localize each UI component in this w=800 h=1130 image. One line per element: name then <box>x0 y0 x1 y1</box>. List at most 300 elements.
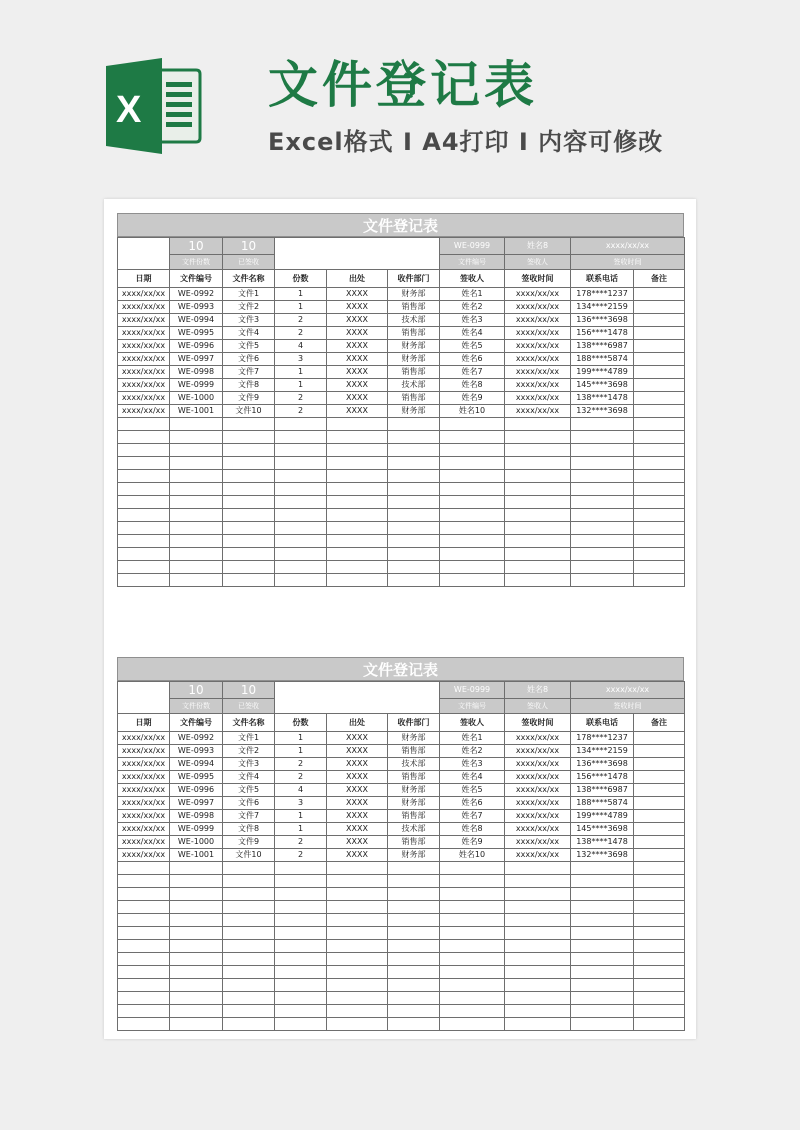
cell-dept[interactable] <box>388 522 440 535</box>
cell-signer[interactable] <box>440 927 505 940</box>
cell-phone[interactable] <box>571 561 634 574</box>
cell-source[interactable] <box>327 561 388 574</box>
cell-sign-time[interactable] <box>505 927 571 940</box>
cell-doc-no[interactable] <box>170 418 223 431</box>
cell-doc-name[interactable] <box>223 470 275 483</box>
cell-copies[interactable]: 2 <box>275 771 327 784</box>
signed-value[interactable]: 10 <box>223 238 275 255</box>
cell-dept[interactable] <box>388 418 440 431</box>
cell-remark[interactable] <box>634 940 685 953</box>
cell-source[interactable]: XXXX <box>327 340 388 353</box>
cell-doc-no[interactable] <box>170 1005 223 1018</box>
cell-date[interactable] <box>118 979 170 992</box>
cell-sign-time[interactable] <box>505 418 571 431</box>
cell-date[interactable] <box>118 418 170 431</box>
cell-source[interactable] <box>327 444 388 457</box>
cell-date[interactable] <box>118 953 170 966</box>
cell-signer[interactable] <box>440 496 505 509</box>
cell-phone[interactable] <box>571 535 634 548</box>
cell-dept[interactable] <box>388 940 440 953</box>
cell-doc-name[interactable] <box>223 914 275 927</box>
cell-doc-name[interactable] <box>223 561 275 574</box>
cell-dept[interactable]: 销售部 <box>388 810 440 823</box>
cell-dept[interactable] <box>388 1018 440 1031</box>
cell-date[interactable]: xxxx/xx/xx <box>118 314 170 327</box>
cell-phone[interactable] <box>571 483 634 496</box>
cell-remark[interactable] <box>634 797 685 810</box>
cell-dept[interactable]: 财务部 <box>388 353 440 366</box>
cell-copies[interactable] <box>275 914 327 927</box>
cell-signer[interactable]: 姓名8 <box>440 823 505 836</box>
cell-signer[interactable]: 姓名2 <box>440 301 505 314</box>
cell-remark[interactable] <box>634 732 685 745</box>
cell-signer[interactable]: 姓名10 <box>440 405 505 418</box>
cell-doc-name[interactable] <box>223 483 275 496</box>
cell-copies[interactable] <box>275 940 327 953</box>
cell-signer[interactable]: 姓名7 <box>440 366 505 379</box>
cell-signer[interactable]: 姓名5 <box>440 340 505 353</box>
cell-source[interactable]: XXXX <box>327 758 388 771</box>
cell-source[interactable] <box>327 940 388 953</box>
cell-phone[interactable]: 188****5874 <box>571 797 634 810</box>
cell-source[interactable]: XXXX <box>327 810 388 823</box>
cell-source[interactable] <box>327 914 388 927</box>
cell-date[interactable] <box>118 901 170 914</box>
cell-doc-no[interactable] <box>170 901 223 914</box>
cell-dept[interactable] <box>388 574 440 587</box>
cell-signer[interactable]: 姓名5 <box>440 784 505 797</box>
cell-copies[interactable] <box>275 979 327 992</box>
cell-phone[interactable]: 134****2159 <box>571 745 634 758</box>
cell-remark[interactable] <box>634 979 685 992</box>
cell-doc-name[interactable] <box>223 1018 275 1031</box>
cell-doc-no[interactable] <box>170 444 223 457</box>
cell-doc-name[interactable]: 文件1 <box>223 732 275 745</box>
cell-dept[interactable] <box>388 888 440 901</box>
cell-source[interactable]: XXXX <box>327 745 388 758</box>
cell-copies[interactable] <box>275 875 327 888</box>
cell-signer[interactable]: 姓名4 <box>440 771 505 784</box>
cell-source[interactable] <box>327 483 388 496</box>
cell-date[interactable] <box>118 548 170 561</box>
cell-doc-name[interactable]: 文件7 <box>223 810 275 823</box>
cell-doc-name[interactable] <box>223 496 275 509</box>
cell-sign-time[interactable]: xxxx/xx/xx <box>505 379 571 392</box>
cell-doc-no[interactable] <box>170 561 223 574</box>
cell-sign-time[interactable]: xxxx/xx/xx <box>505 836 571 849</box>
cell-dept[interactable]: 销售部 <box>388 392 440 405</box>
cell-doc-no[interactable] <box>170 483 223 496</box>
cell-phone[interactable] <box>571 875 634 888</box>
cell-date[interactable]: xxxx/xx/xx <box>118 810 170 823</box>
cell-dept[interactable] <box>388 535 440 548</box>
cell-doc-no[interactable] <box>170 927 223 940</box>
cell-source[interactable] <box>327 574 388 587</box>
cell-source[interactable] <box>327 953 388 966</box>
cell-phone[interactable]: 145****3698 <box>571 823 634 836</box>
cell-phone[interactable] <box>571 862 634 875</box>
cell-signer[interactable]: 姓名9 <box>440 392 505 405</box>
cell-remark[interactable] <box>634 288 685 301</box>
cell-phone[interactable] <box>571 992 634 1005</box>
cell-date[interactable]: xxxx/xx/xx <box>118 327 170 340</box>
cell-remark[interactable] <box>634 888 685 901</box>
cell-source[interactable] <box>327 862 388 875</box>
cell-phone[interactable] <box>571 888 634 901</box>
cell-doc-name[interactable] <box>223 966 275 979</box>
cell-remark[interactable] <box>634 314 685 327</box>
cell-signer[interactable] <box>440 901 505 914</box>
cell-dept[interactable] <box>388 979 440 992</box>
cell-doc-no[interactable] <box>170 535 223 548</box>
sign-date-value[interactable]: xxxx/xx/xx <box>571 238 685 255</box>
cell-remark[interactable] <box>634 379 685 392</box>
cell-source[interactable]: XXXX <box>327 771 388 784</box>
doc-no-value[interactable]: WE-0999 <box>440 238 505 255</box>
cell-sign-time[interactable]: xxxx/xx/xx <box>505 732 571 745</box>
cell-dept[interactable] <box>388 496 440 509</box>
cell-remark[interactable] <box>634 862 685 875</box>
cell-signer[interactable] <box>440 953 505 966</box>
cell-signer[interactable] <box>440 1005 505 1018</box>
cell-doc-name[interactable] <box>223 444 275 457</box>
cell-phone[interactable]: 136****3698 <box>571 758 634 771</box>
cell-remark[interactable] <box>634 483 685 496</box>
cell-date[interactable] <box>118 561 170 574</box>
cell-dept[interactable] <box>388 862 440 875</box>
cell-dept[interactable]: 财务部 <box>388 797 440 810</box>
cell-doc-name[interactable]: 文件10 <box>223 405 275 418</box>
cell-remark[interactable] <box>634 418 685 431</box>
cell-copies[interactable] <box>275 953 327 966</box>
cell-remark[interactable] <box>634 953 685 966</box>
cell-phone[interactable]: 178****1237 <box>571 732 634 745</box>
cell-dept[interactable] <box>388 483 440 496</box>
cell-dept[interactable] <box>388 1005 440 1018</box>
cell-dept[interactable] <box>388 953 440 966</box>
cell-doc-name[interactable] <box>223 862 275 875</box>
cell-phone[interactable]: 156****1478 <box>571 771 634 784</box>
cell-signer[interactable] <box>440 992 505 1005</box>
cell-signer[interactable] <box>440 862 505 875</box>
cell-dept[interactable]: 技术部 <box>388 314 440 327</box>
cell-doc-no[interactable] <box>170 509 223 522</box>
cell-copies[interactable] <box>275 862 327 875</box>
cell-remark[interactable] <box>634 470 685 483</box>
cell-sign-time[interactable]: xxxx/xx/xx <box>505 301 571 314</box>
cell-sign-time[interactable] <box>505 522 571 535</box>
cell-doc-no[interactable]: WE-1000 <box>170 392 223 405</box>
doc-no-value[interactable]: WE-0999 <box>440 682 505 699</box>
cell-doc-no[interactable]: WE-1001 <box>170 849 223 862</box>
cell-copies[interactable] <box>275 1005 327 1018</box>
cell-doc-name[interactable]: 文件6 <box>223 797 275 810</box>
cell-phone[interactable] <box>571 914 634 927</box>
cell-copies[interactable] <box>275 418 327 431</box>
cell-dept[interactable]: 技术部 <box>388 758 440 771</box>
cell-remark[interactable] <box>634 496 685 509</box>
cell-copies[interactable]: 4 <box>275 784 327 797</box>
cell-source[interactable] <box>327 548 388 561</box>
cell-copies[interactable] <box>275 927 327 940</box>
cell-date[interactable] <box>118 862 170 875</box>
cell-sign-time[interactable]: xxxx/xx/xx <box>505 288 571 301</box>
cell-copies[interactable] <box>275 561 327 574</box>
cell-dept[interactable]: 财务部 <box>388 288 440 301</box>
cell-remark[interactable] <box>634 1005 685 1018</box>
cell-doc-no[interactable]: WE-0996 <box>170 340 223 353</box>
cell-phone[interactable]: 132****3698 <box>571 405 634 418</box>
cell-phone[interactable] <box>571 496 634 509</box>
cell-remark[interactable] <box>634 366 685 379</box>
cell-sign-time[interactable]: xxxx/xx/xx <box>505 366 571 379</box>
cell-sign-time[interactable]: xxxx/xx/xx <box>505 823 571 836</box>
cell-doc-name[interactable]: 文件2 <box>223 301 275 314</box>
cell-sign-time[interactable]: xxxx/xx/xx <box>505 314 571 327</box>
cell-doc-no[interactable]: WE-0992 <box>170 288 223 301</box>
cell-doc-no[interactable] <box>170 979 223 992</box>
cell-source[interactable]: XXXX <box>327 849 388 862</box>
cell-date[interactable]: xxxx/xx/xx <box>118 849 170 862</box>
cell-doc-name[interactable]: 文件5 <box>223 340 275 353</box>
cell-doc-no[interactable]: WE-0995 <box>170 771 223 784</box>
cell-signer[interactable] <box>440 418 505 431</box>
cell-remark[interactable] <box>634 849 685 862</box>
cell-sign-time[interactable]: xxxx/xx/xx <box>505 849 571 862</box>
cell-phone[interactable] <box>571 1018 634 1031</box>
cell-phone[interactable] <box>571 901 634 914</box>
cell-remark[interactable] <box>634 810 685 823</box>
count-value[interactable]: 10 <box>170 682 223 699</box>
cell-phone[interactable]: 136****3698 <box>571 314 634 327</box>
cell-source[interactable]: XXXX <box>327 366 388 379</box>
cell-phone[interactable] <box>571 418 634 431</box>
cell-signer[interactable]: 姓名9 <box>440 836 505 849</box>
signed-value[interactable]: 10 <box>223 682 275 699</box>
cell-signer[interactable]: 姓名3 <box>440 314 505 327</box>
cell-doc-no[interactable]: WE-0996 <box>170 784 223 797</box>
cell-doc-no[interactable] <box>170 457 223 470</box>
cell-date[interactable] <box>118 888 170 901</box>
cell-sign-time[interactable] <box>505 875 571 888</box>
cell-date[interactable]: xxxx/xx/xx <box>118 340 170 353</box>
cell-signer[interactable] <box>440 431 505 444</box>
cell-doc-no[interactable]: WE-0997 <box>170 797 223 810</box>
cell-dept[interactable] <box>388 509 440 522</box>
cell-source[interactable] <box>327 509 388 522</box>
cell-dept[interactable]: 财务部 <box>388 405 440 418</box>
cell-doc-no[interactable]: WE-0992 <box>170 732 223 745</box>
cell-source[interactable] <box>327 1005 388 1018</box>
cell-doc-name[interactable] <box>223 875 275 888</box>
cell-source[interactable] <box>327 418 388 431</box>
cell-remark[interactable] <box>634 457 685 470</box>
cell-phone[interactable]: 138****6987 <box>571 340 634 353</box>
cell-sign-time[interactable] <box>505 496 571 509</box>
cell-dept[interactable] <box>388 561 440 574</box>
cell-date[interactable] <box>118 444 170 457</box>
cell-remark[interactable] <box>634 875 685 888</box>
cell-remark[interactable] <box>634 509 685 522</box>
cell-phone[interactable]: 145****3698 <box>571 379 634 392</box>
cell-phone[interactable] <box>571 953 634 966</box>
cell-remark[interactable] <box>634 561 685 574</box>
cell-copies[interactable]: 1 <box>275 823 327 836</box>
cell-copies[interactable] <box>275 431 327 444</box>
cell-copies[interactable] <box>275 470 327 483</box>
cell-source[interactable]: XXXX <box>327 405 388 418</box>
cell-doc-no[interactable] <box>170 470 223 483</box>
cell-copies[interactable]: 1 <box>275 745 327 758</box>
cell-sign-time[interactable] <box>505 953 571 966</box>
cell-doc-no[interactable] <box>170 522 223 535</box>
cell-copies[interactable] <box>275 444 327 457</box>
cell-date[interactable] <box>118 522 170 535</box>
cell-phone[interactable]: 199****4789 <box>571 810 634 823</box>
cell-signer[interactable] <box>440 444 505 457</box>
count-value[interactable]: 10 <box>170 238 223 255</box>
cell-remark[interactable] <box>634 966 685 979</box>
cell-doc-name[interactable] <box>223 548 275 561</box>
cell-phone[interactable]: 156****1478 <box>571 327 634 340</box>
cell-sign-time[interactable]: xxxx/xx/xx <box>505 784 571 797</box>
cell-sign-time[interactable]: xxxx/xx/xx <box>505 810 571 823</box>
cell-dept[interactable] <box>388 548 440 561</box>
cell-remark[interactable] <box>634 431 685 444</box>
cell-signer[interactable] <box>440 483 505 496</box>
cell-copies[interactable]: 2 <box>275 314 327 327</box>
cell-date[interactable] <box>118 1018 170 1031</box>
cell-sign-time[interactable]: xxxx/xx/xx <box>505 771 571 784</box>
cell-doc-no[interactable] <box>170 888 223 901</box>
cell-date[interactable] <box>118 431 170 444</box>
cell-date[interactable]: xxxx/xx/xx <box>118 758 170 771</box>
cell-copies[interactable]: 2 <box>275 849 327 862</box>
cell-remark[interactable] <box>634 548 685 561</box>
cell-source[interactable]: XXXX <box>327 379 388 392</box>
cell-sign-time[interactable]: xxxx/xx/xx <box>505 797 571 810</box>
cell-dept[interactable]: 财务部 <box>388 784 440 797</box>
cell-sign-time[interactable] <box>505 888 571 901</box>
cell-date[interactable]: xxxx/xx/xx <box>118 301 170 314</box>
cell-doc-name[interactable] <box>223 888 275 901</box>
cell-phone[interactable]: 188****5874 <box>571 353 634 366</box>
cell-phone[interactable]: 134****2159 <box>571 301 634 314</box>
cell-source[interactable] <box>327 927 388 940</box>
cell-doc-name[interactable] <box>223 979 275 992</box>
cell-doc-name[interactable]: 文件4 <box>223 327 275 340</box>
cell-signer[interactable] <box>440 535 505 548</box>
cell-dept[interactable]: 销售部 <box>388 745 440 758</box>
cell-sign-time[interactable] <box>505 470 571 483</box>
cell-doc-name[interactable] <box>223 535 275 548</box>
cell-copies[interactable] <box>275 509 327 522</box>
cell-signer[interactable]: 姓名4 <box>440 327 505 340</box>
cell-date[interactable] <box>118 535 170 548</box>
cell-date[interactable] <box>118 875 170 888</box>
cell-source[interactable]: XXXX <box>327 784 388 797</box>
cell-doc-no[interactable]: WE-0994 <box>170 314 223 327</box>
cell-phone[interactable]: 138****6987 <box>571 784 634 797</box>
cell-phone[interactable] <box>571 940 634 953</box>
cell-source[interactable] <box>327 979 388 992</box>
cell-remark[interactable] <box>634 914 685 927</box>
cell-doc-name[interactable]: 文件7 <box>223 366 275 379</box>
cell-doc-no[interactable]: WE-0998 <box>170 810 223 823</box>
cell-date[interactable]: xxxx/xx/xx <box>118 405 170 418</box>
cell-remark[interactable] <box>634 353 685 366</box>
cell-signer[interactable]: 姓名7 <box>440 810 505 823</box>
cell-phone[interactable] <box>571 548 634 561</box>
cell-doc-no[interactable]: WE-0997 <box>170 353 223 366</box>
cell-date[interactable]: xxxx/xx/xx <box>118 732 170 745</box>
cell-source[interactable]: XXXX <box>327 314 388 327</box>
cell-copies[interactable]: 2 <box>275 758 327 771</box>
cell-remark[interactable] <box>634 745 685 758</box>
cell-phone[interactable]: 132****3698 <box>571 849 634 862</box>
cell-signer[interactable] <box>440 875 505 888</box>
cell-date[interactable] <box>118 1005 170 1018</box>
cell-doc-name[interactable]: 文件3 <box>223 314 275 327</box>
cell-dept[interactable]: 财务部 <box>388 849 440 862</box>
cell-date[interactable]: xxxx/xx/xx <box>118 353 170 366</box>
cell-doc-no[interactable]: WE-1000 <box>170 836 223 849</box>
cell-date[interactable]: xxxx/xx/xx <box>118 823 170 836</box>
cell-source[interactable] <box>327 875 388 888</box>
cell-copies[interactable]: 1 <box>275 732 327 745</box>
cell-sign-time[interactable] <box>505 548 571 561</box>
cell-remark[interactable] <box>634 405 685 418</box>
cell-source[interactable]: XXXX <box>327 797 388 810</box>
cell-dept[interactable]: 财务部 <box>388 340 440 353</box>
cell-copies[interactable] <box>275 966 327 979</box>
cell-signer[interactable] <box>440 522 505 535</box>
cell-signer[interactable] <box>440 966 505 979</box>
cell-sign-time[interactable] <box>505 940 571 953</box>
cell-copies[interactable] <box>275 496 327 509</box>
cell-doc-name[interactable] <box>223 509 275 522</box>
cell-signer[interactable] <box>440 1018 505 1031</box>
cell-doc-no[interactable]: WE-1001 <box>170 405 223 418</box>
cell-dept[interactable]: 销售部 <box>388 836 440 849</box>
cell-source[interactable] <box>327 901 388 914</box>
cell-sign-time[interactable]: xxxx/xx/xx <box>505 405 571 418</box>
cell-remark[interactable] <box>634 392 685 405</box>
cell-signer[interactable] <box>440 470 505 483</box>
cell-phone[interactable] <box>571 470 634 483</box>
cell-sign-time[interactable] <box>505 574 571 587</box>
cell-phone[interactable] <box>571 431 634 444</box>
cell-signer[interactable]: 姓名6 <box>440 353 505 366</box>
cell-doc-no[interactable]: WE-0993 <box>170 745 223 758</box>
cell-signer[interactable]: 姓名10 <box>440 849 505 862</box>
cell-copies[interactable]: 3 <box>275 353 327 366</box>
cell-doc-name[interactable]: 文件4 <box>223 771 275 784</box>
cell-doc-name[interactable]: 文件1 <box>223 288 275 301</box>
cell-sign-time[interactable] <box>505 561 571 574</box>
cell-copies[interactable] <box>275 901 327 914</box>
cell-remark[interactable] <box>634 522 685 535</box>
cell-remark[interactable] <box>634 758 685 771</box>
cell-copies[interactable]: 2 <box>275 405 327 418</box>
cell-date[interactable] <box>118 966 170 979</box>
signer-value[interactable]: 姓名8 <box>505 682 571 699</box>
cell-copies[interactable]: 3 <box>275 797 327 810</box>
cell-doc-name[interactable]: 文件2 <box>223 745 275 758</box>
cell-date[interactable] <box>118 483 170 496</box>
cell-date[interactable]: xxxx/xx/xx <box>118 771 170 784</box>
signer-value[interactable]: 姓名8 <box>505 238 571 255</box>
